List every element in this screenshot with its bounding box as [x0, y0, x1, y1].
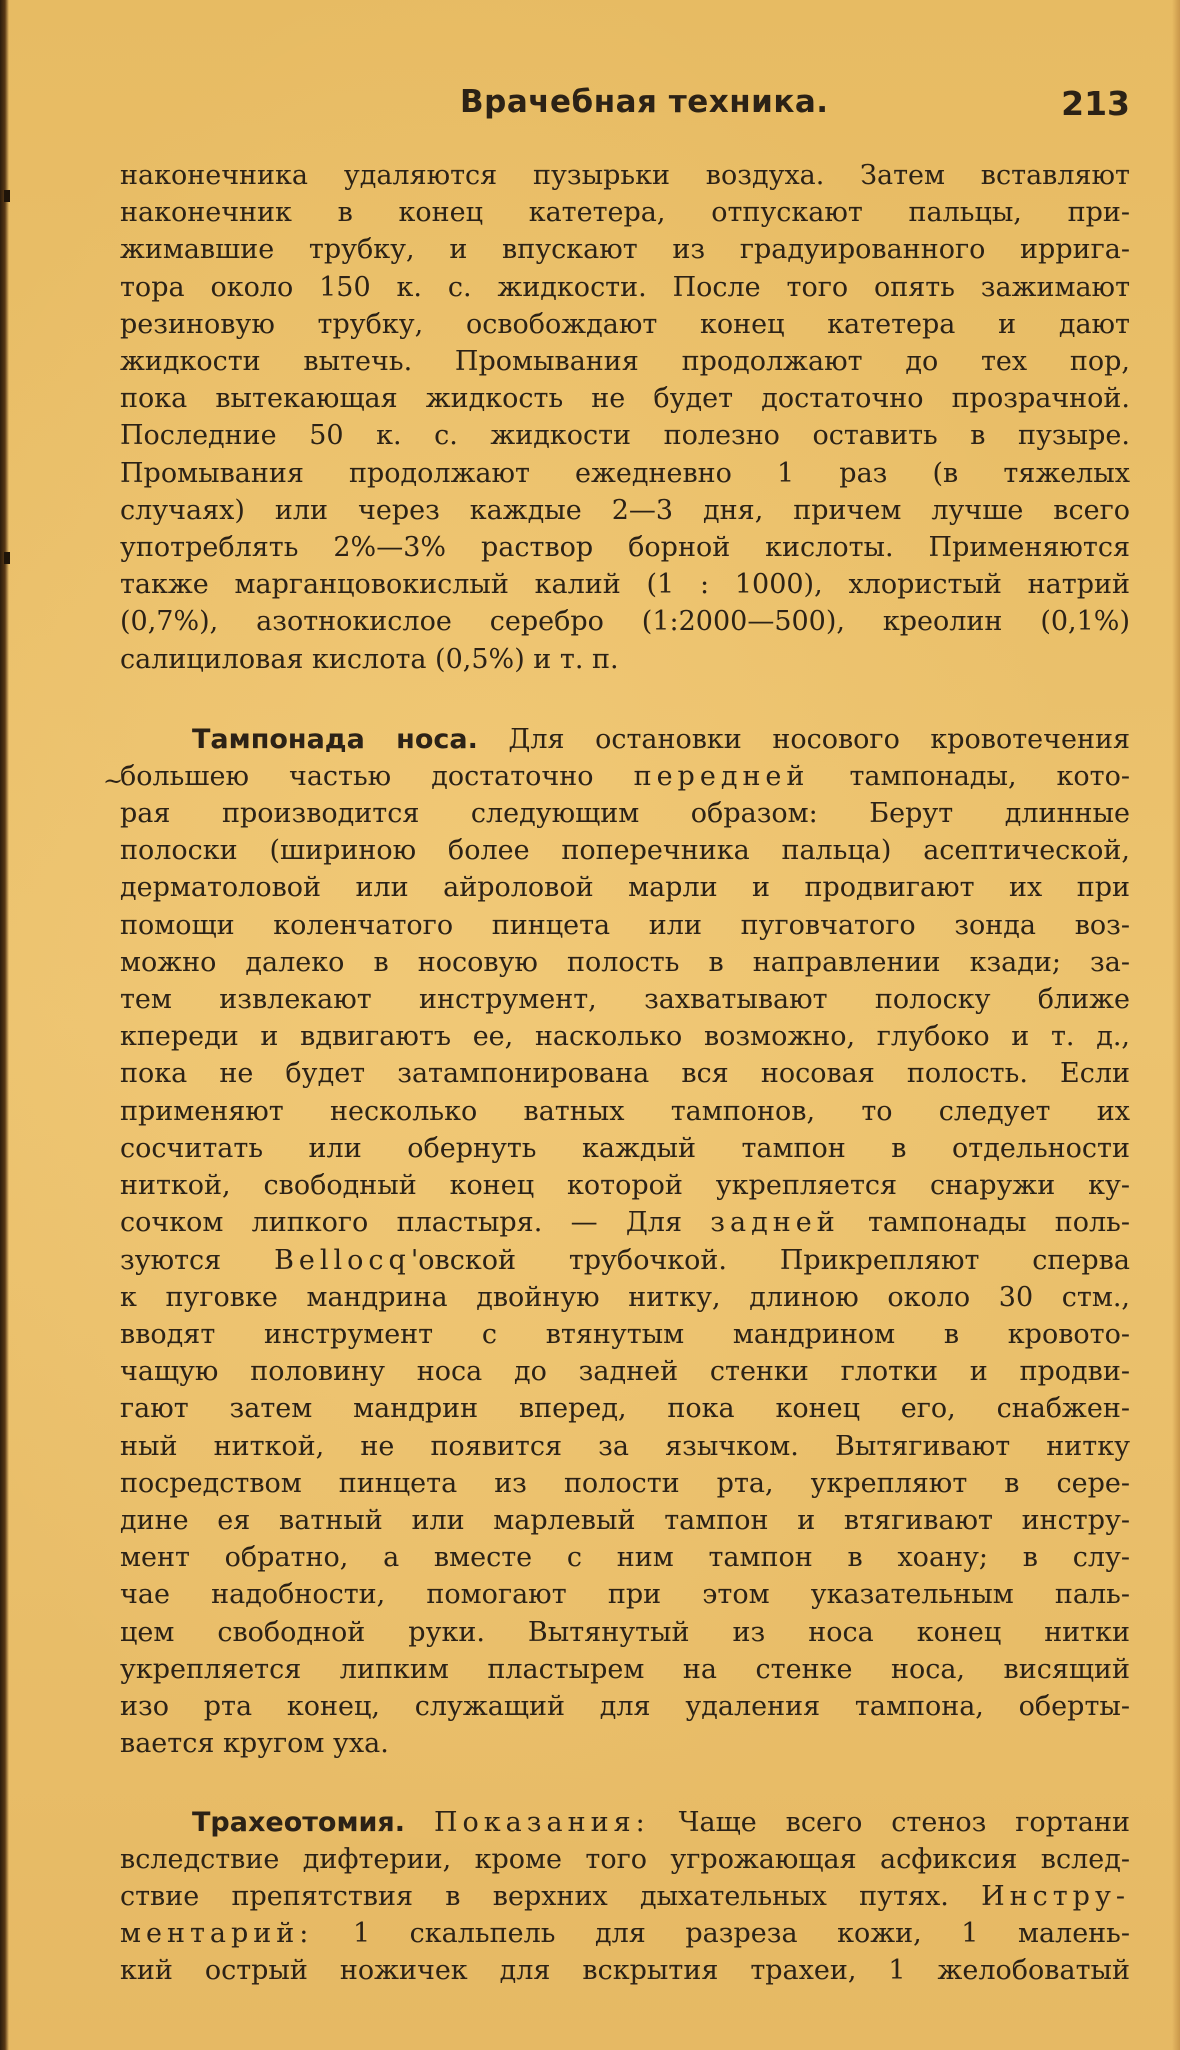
- page-binding-edge: [0, 0, 9, 2050]
- text-line: наконечника удаляются пузырьки воздуха. Затем вставляют: [120, 160, 1130, 191]
- text-line: цем свободной руки. Вытянутый из носа конец нитки: [120, 1617, 1130, 1648]
- text-line: помощи коленчатого пинцета или пуговчатого зонда воз-: [120, 910, 1130, 941]
- text-line: пока вытекающая жидкость не будет достаточно прозрачной.: [120, 383, 1130, 414]
- text-line: кий острый ножичек для вскрытия трахеи, 1 желобоватый: [120, 1955, 1130, 1986]
- text-line: дине ея ватный или марлевый тампон и втягивают инстру-: [120, 1505, 1130, 1536]
- text-line: применяют несколько ватных тампонов, то следует их: [120, 1096, 1130, 1127]
- text-line: пока не будет затампонирована вся носовая полость. Если: [120, 1058, 1130, 1089]
- text-line: Трахеотомия. Показания: Чаще всего стеноз гортани: [192, 1807, 1130, 1838]
- text-line: жимавшие трубку, и впускают из градуированного ирригa-: [120, 234, 1130, 265]
- emphasized-term: Bellocq: [274, 1245, 411, 1276]
- text-line: салициловая кислота (0,5%) и т. п.: [120, 644, 619, 675]
- text-line: тем извлекают инструмент, захватывают полоску ближе: [120, 984, 1130, 1015]
- text-line: резиновую трубку, освобождают конец катетера и дают: [120, 309, 1130, 340]
- text-line: случаях) или через каждые 2—3 дня, причем лучше всего: [120, 495, 1130, 526]
- text-line: кпереди и вдвигаютъ ее, насколько возможно, глубоко и т. д.,: [120, 1021, 1130, 1052]
- margin-mark: ~: [103, 767, 124, 795]
- text-line: мент обратно, а вместе с ним тампон в хоану; в слу-: [120, 1542, 1130, 1573]
- text-line: изо рта конец, служащий для удаления тампона, оберты-: [120, 1691, 1130, 1722]
- text-line: вследствие дифтерии, кроме того угрожающая асфиксия вслед-: [120, 1844, 1130, 1875]
- text-line: укрепляется липким пластырем на стенке носа, висящий: [120, 1654, 1130, 1685]
- page-number: 213: [1061, 84, 1130, 123]
- text-line: дерматоловой или айроловой марли и продвигают их при: [120, 872, 1130, 903]
- text-line: чащую половину носа до задней стенки глотки и продви-: [120, 1356, 1130, 1387]
- text-line: также марганцовокислый калий (1 : 1000), хлористый натрий: [120, 569, 1130, 600]
- text-line: гают затем мандрин вперед, пока конец его, снабжен-: [120, 1393, 1130, 1424]
- text-line: употреблять 2%—3% раствор борной кислоты. Применяются: [120, 532, 1130, 563]
- text-line: сосчитать или обернуть каждый тампон в отдельности: [120, 1133, 1130, 1164]
- text-line: можно далеко в носовую полость в направлении кзади; за-: [120, 947, 1130, 978]
- text-line: рая производится следующим образом: Берут длинные: [120, 798, 1130, 829]
- text-line: жидкости вытечь. Промывания продолжают до тех пор,: [120, 346, 1130, 377]
- text-line: чае надобности, помогают при этом указательным паль-: [120, 1579, 1130, 1610]
- text-line: Последние 50 к. с. жидкости полезно оставить в пузыре.: [120, 420, 1130, 451]
- text-line: полоски (шириною более поперечника пальца) асептической,: [120, 835, 1130, 866]
- text-line: ный ниткой, не появится за язычком. Вытягивают нитку: [120, 1431, 1130, 1462]
- emphasized-term: Показания:: [433, 1807, 650, 1838]
- emphasized-term: ментарий:: [120, 1918, 314, 1949]
- text-line: наконечник в конец катетера, отпускают пальцы, при-: [120, 197, 1130, 228]
- running-title: Врачебная техника.: [460, 84, 829, 120]
- emphasized-term: передней: [633, 761, 810, 792]
- text-line: (0,7%), азотнокислое серебро (1:2000—500), креолин (0,1%): [120, 606, 1130, 637]
- text-line: большею частью достаточно передней тампонады, кото-: [120, 761, 1130, 792]
- text-line: к пуговке мандрина двойную нитку, длиною около 30 стм.,: [120, 1282, 1130, 1313]
- emphasized-term: Инстру-: [981, 1881, 1130, 1912]
- emphasized-term: задней: [710, 1207, 840, 1238]
- text-line: сочком липкого пластыря. — Для задней тампонады поль-: [120, 1207, 1130, 1238]
- section-heading: Трахеотомия.: [192, 1807, 406, 1838]
- text-line: ментарий: 1 скальпель для разреза кожи, 1 малень-: [120, 1918, 1130, 1949]
- text-line: ниткой, свободный конец которой укрепляется снаружи ку-: [120, 1170, 1130, 1201]
- text-line: вается кругом уха.: [120, 1728, 389, 1759]
- section-heading: Тампонада носа.: [192, 724, 478, 755]
- binding-mark: [4, 552, 10, 564]
- text-line: посредством пинцета из полости рта, укрепляют в сере-: [120, 1468, 1130, 1499]
- page-right-edge: [1172, 0, 1180, 2050]
- text-line: вводят инструмент с втянутым мандрином в кровото-: [120, 1319, 1130, 1350]
- text-line: зуются Bellocq'овской трубочкой. Прикрепляют сперва: [120, 1245, 1130, 1276]
- text-line: Промывания продолжают ежедневно 1 раз (в тяжелых: [120, 458, 1130, 489]
- binding-mark: [4, 190, 10, 202]
- text-line: ствие препятствия в верхних дыхательных путях. Инстру-: [120, 1881, 1130, 1912]
- page-header: [120, 84, 1130, 128]
- text-line: тора около 150 к. с. жидкости. После того опять зажимают: [120, 272, 1130, 303]
- text-line: Тампонада носа. Для остановки носового кровотечения: [192, 724, 1130, 755]
